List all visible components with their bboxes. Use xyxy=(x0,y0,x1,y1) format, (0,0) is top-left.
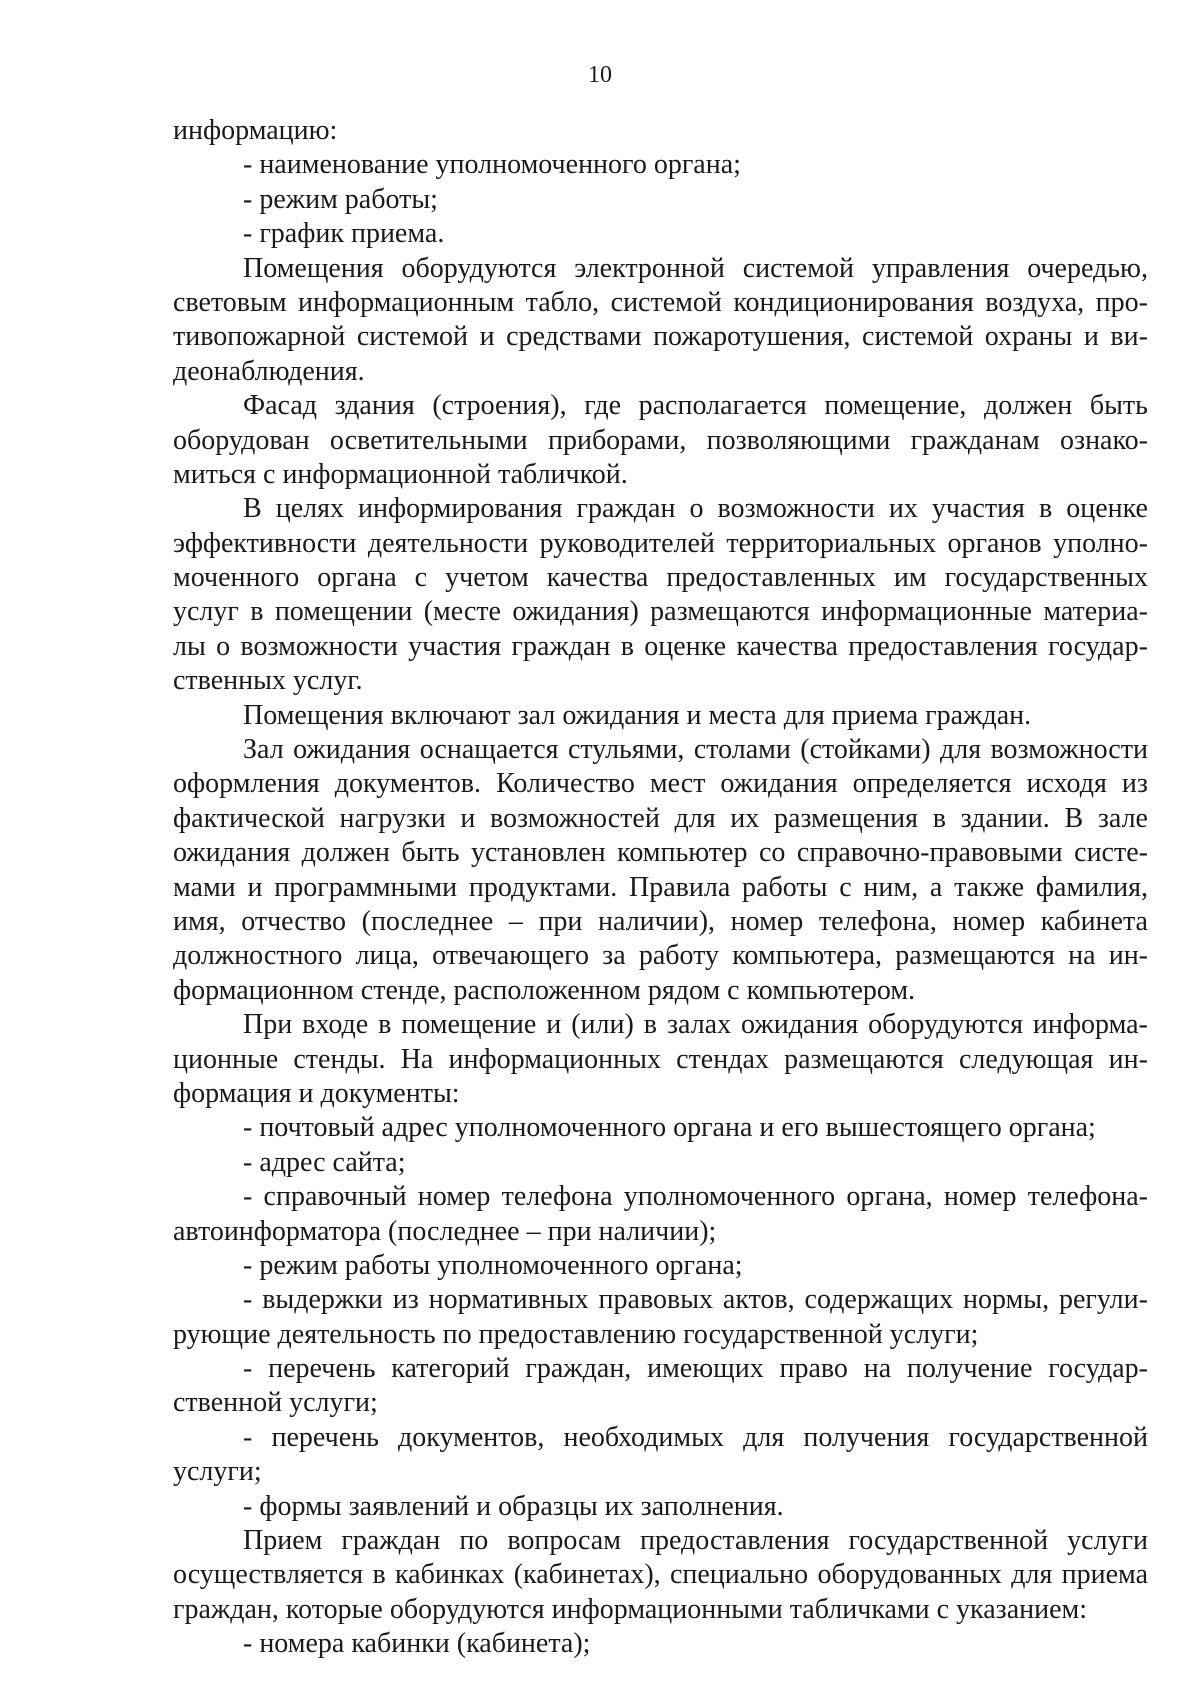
text-line: рующие деятельность по предоставлению государственной услуги; xyxy=(173,1318,979,1350)
text-line: Помещения оборудуются электронной системой управления очередью, xyxy=(243,252,1148,284)
text-line: - режим работы; xyxy=(243,183,438,215)
text-line: - график приема. xyxy=(243,218,445,250)
page-number: 10 xyxy=(588,62,612,88)
text-line: - формы заявлений и образцы их заполнения. xyxy=(243,1490,784,1522)
text-line: Фасад здания (строения), где располагается помещение, должен быть xyxy=(243,390,1148,422)
text-line: оформления документов. Количество мест ожидания определяется исходя из xyxy=(173,768,1148,800)
text-line: формация и документы: xyxy=(173,1077,460,1109)
text-line: ственной услуги; xyxy=(173,1387,378,1419)
text-line: осуществляется в кабинках (кабинетах), специально оборудованных для приема xyxy=(173,1559,1148,1591)
text-line: ожидания должен быть установлен компьютер со справочно-правовыми систе- xyxy=(173,837,1148,869)
text-line: Прием граждан по вопросам предоставления государственной услуги xyxy=(243,1525,1148,1557)
text-line: - номера кабинки (кабинета); xyxy=(243,1628,591,1660)
text-line: автоинформатора (последнее – при наличии); xyxy=(173,1215,717,1247)
text-line: эффективности деятельности руководителей территориальных органов уполно- xyxy=(173,527,1148,559)
text-line: граждан, которые оборудуются информационными табличками с указанием: xyxy=(173,1593,1088,1625)
text-line: - адрес сайта; xyxy=(243,1146,406,1178)
text-line: оборудован осветительными приборами, позволяющими гражданам ознако- xyxy=(173,424,1148,456)
text-line: должностного лица, отвечающего за работу компьютера, размещаются на ин- xyxy=(173,940,1148,972)
text-line: услуг в помещении (месте ожидания) размещаются информационные материа- xyxy=(173,596,1148,628)
text-line: световым информационным табло, системой кондиционирования воздуха, про- xyxy=(173,286,1148,318)
text-line: имя, отчество (последнее – при наличии), номер телефона, номер кабинета xyxy=(173,905,1148,937)
text-line: - почтовый адрес уполномоченного органа и его вышестоящего органа; xyxy=(243,1112,1096,1144)
text-line: ственных услуг. xyxy=(173,665,363,697)
text-line: - наименование уполномоченного органа; xyxy=(243,149,741,181)
text-line: миться с информационной табличкой. xyxy=(173,458,628,490)
text-line: - перечень документов, необходимых для получения государственной xyxy=(243,1421,1148,1453)
text-line: информацию: xyxy=(173,115,338,146)
text-line: деонаблюдения. xyxy=(173,355,365,387)
text-line: моченного органа с учетом качества предоставленных им государственных xyxy=(173,562,1148,594)
text-line: ционные стенды. На информационных стендах размещаются следующая ин- xyxy=(173,1043,1148,1075)
text-line: В целях информирования граждан о возможности их участия в оценке xyxy=(243,493,1148,525)
text-line: - выдержки из нормативных правовых актов, содержащих нормы, регули- xyxy=(243,1284,1148,1316)
body-text xyxy=(173,114,1148,1662)
text-line: услуги; xyxy=(173,1456,262,1488)
text-line: мами и программными продуктами. Правила работы с ним, а также фамилия, xyxy=(173,871,1148,903)
text-line: Зал ожидания оснащается стульями, столами (стойками) для возможности xyxy=(243,734,1148,766)
text-line: - режим работы уполномоченного органа; xyxy=(243,1249,743,1281)
text-line: При входе в помещение и (или) в залах ожидания оборудуются информа- xyxy=(243,1009,1148,1041)
text-line: - перечень категорий граждан, имеющих право на получение государ- xyxy=(243,1353,1148,1385)
text-line: Помещения включают зал ожидания и места для приема граждан. xyxy=(243,699,1032,731)
text-line: фактической нагрузки и возможностей для их размещения в здании. В зале xyxy=(173,802,1148,834)
text-line: лы о возможности участия граждан в оценке качества предоставления государ- xyxy=(173,630,1148,662)
text-line: - справочный номер телефона уполномоченного органа, номер телефона- xyxy=(243,1181,1148,1213)
text-line: формационном стенде, расположенном рядом с компьютером. xyxy=(173,974,916,1006)
text-line: тивопожарной системой и средствами пожаротушения, системой охраны и ви- xyxy=(173,321,1148,353)
